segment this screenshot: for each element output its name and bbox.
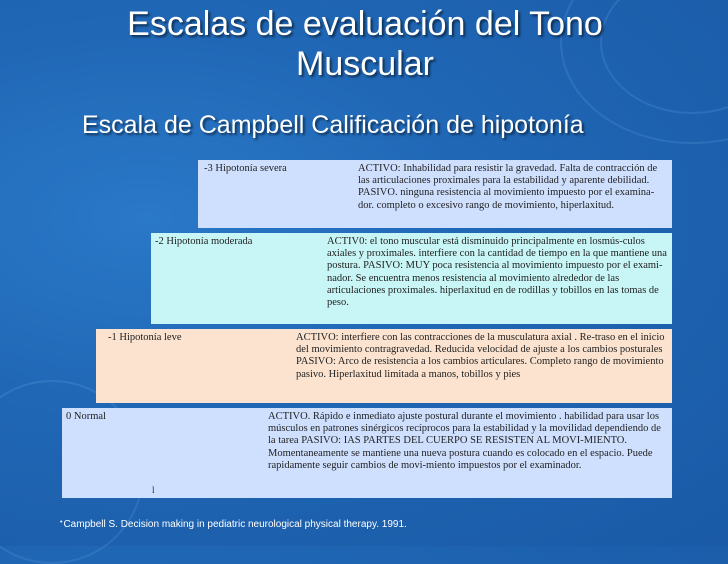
scale-row-normal [62,408,672,498]
scale-row-moderate [151,233,672,324]
scale-description: ACTIVO: interfiere con las contracciones de la musculatura axial . Re-traso en el inicio del movimiento contragravedad. Reducida velocidad de ajuste a los cambios posturales PASIVO: Arco de resistencia a los cambios articulares. Completo rango de movimiento pasivo. Hiperlaxitud limitada a manos, tobillos y pies [296,332,665,380]
scale-description: ACTIVO: Inhabilidad para resistir la gravedad. Falta de contracción de las articulaciones proximales para la estabilidad y aparente debilidad. PASIVO. ninguna resistencia al movimiento impuesto por el examina-dor. completo o excesivo rango de movimiento, hiperlaxitud. [358,163,658,211]
scale-row-severe [198,160,672,228]
scan-mark: l [152,484,155,495]
scale-row-mild [96,329,672,403]
scale-grade: -3 Hipotonía severa [204,163,287,174]
scale-grade: -1 Hipotonía leve [108,332,182,343]
slide-title: Escalas de evaluación del Tono Muscular [127,5,603,83]
scale-grade: 0 Normal [66,411,106,422]
scale-description: ACTIV0: el tono muscular está disminuido principalmente en losmús-culos axiales y proximales. interfiere con la cantidad de tiempo en la que mantiene una postura. PASIVO: MUY poca resistencia al movimiento impuesto por el exami-nador. Se encuentra menos resistencia al movimiento alrededor de las articulaciones proximales. hiperlaxitud en de rodillas y tobillos en las tomas de peso. [327,236,667,309]
slide-subtitle: Escala de Campbell Calificación de hipotonía [82,111,584,139]
footnote [60,519,407,530]
scale-description: ACTIVO. Rápido e inmediato ajuste postural durante el movimiento . habilidad para usar los músculos en patrones sinérgicos recíprocos para la estabilidad y la movilidad dependiendo de la tarea PASIVO: IAS PARTES DEL CUERPO SE RESISTEN AL MOVI-MIENTO. Momentaneamente se mantiene una nueva postura cuando es colocado en el espacio. Puede rapidamente seguir cambios de movi-miento impuestos por el examinador. [268,411,661,471]
scale-grade: -2 Hipotonía moderada [155,236,253,247]
footnote-bullet: • [60,519,63,526]
footnote-text: Campbell S. Decision making in pediatric neurological physical therapy. 1991. [63,519,407,530]
